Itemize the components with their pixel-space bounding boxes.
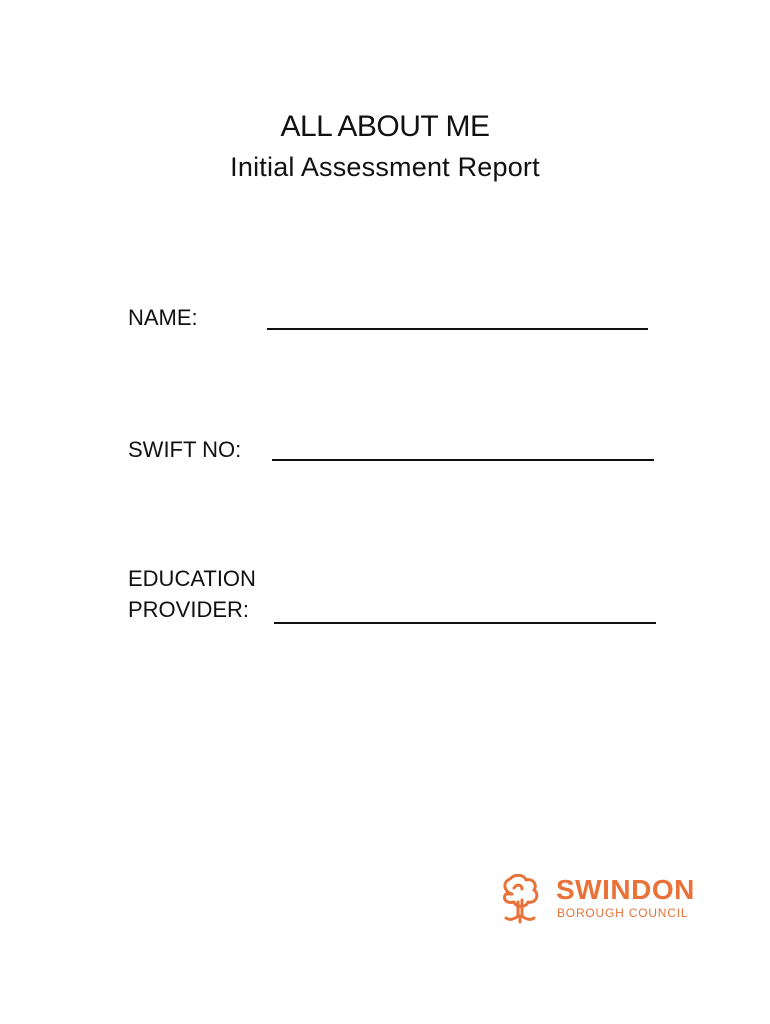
education-provider-input-line[interactable] [274,622,656,624]
education-provider-label-line2: PROVIDER: [128,597,250,622]
document-subtitle: Initial Assessment Report [230,152,540,182]
swift-no-label: SWIFT NO: [128,437,242,462]
swift-no-input-line[interactable] [272,459,654,461]
name-input-line[interactable] [267,328,648,330]
logo-subtext: BOROUGH COUNCIL [557,906,689,920]
document-title: ALL ABOUT ME [280,110,490,143]
education-provider-label-line1: EDUCATION [128,566,256,591]
name-label: NAME: [128,305,198,330]
logo-wordmark: SWINDON [556,874,695,905]
